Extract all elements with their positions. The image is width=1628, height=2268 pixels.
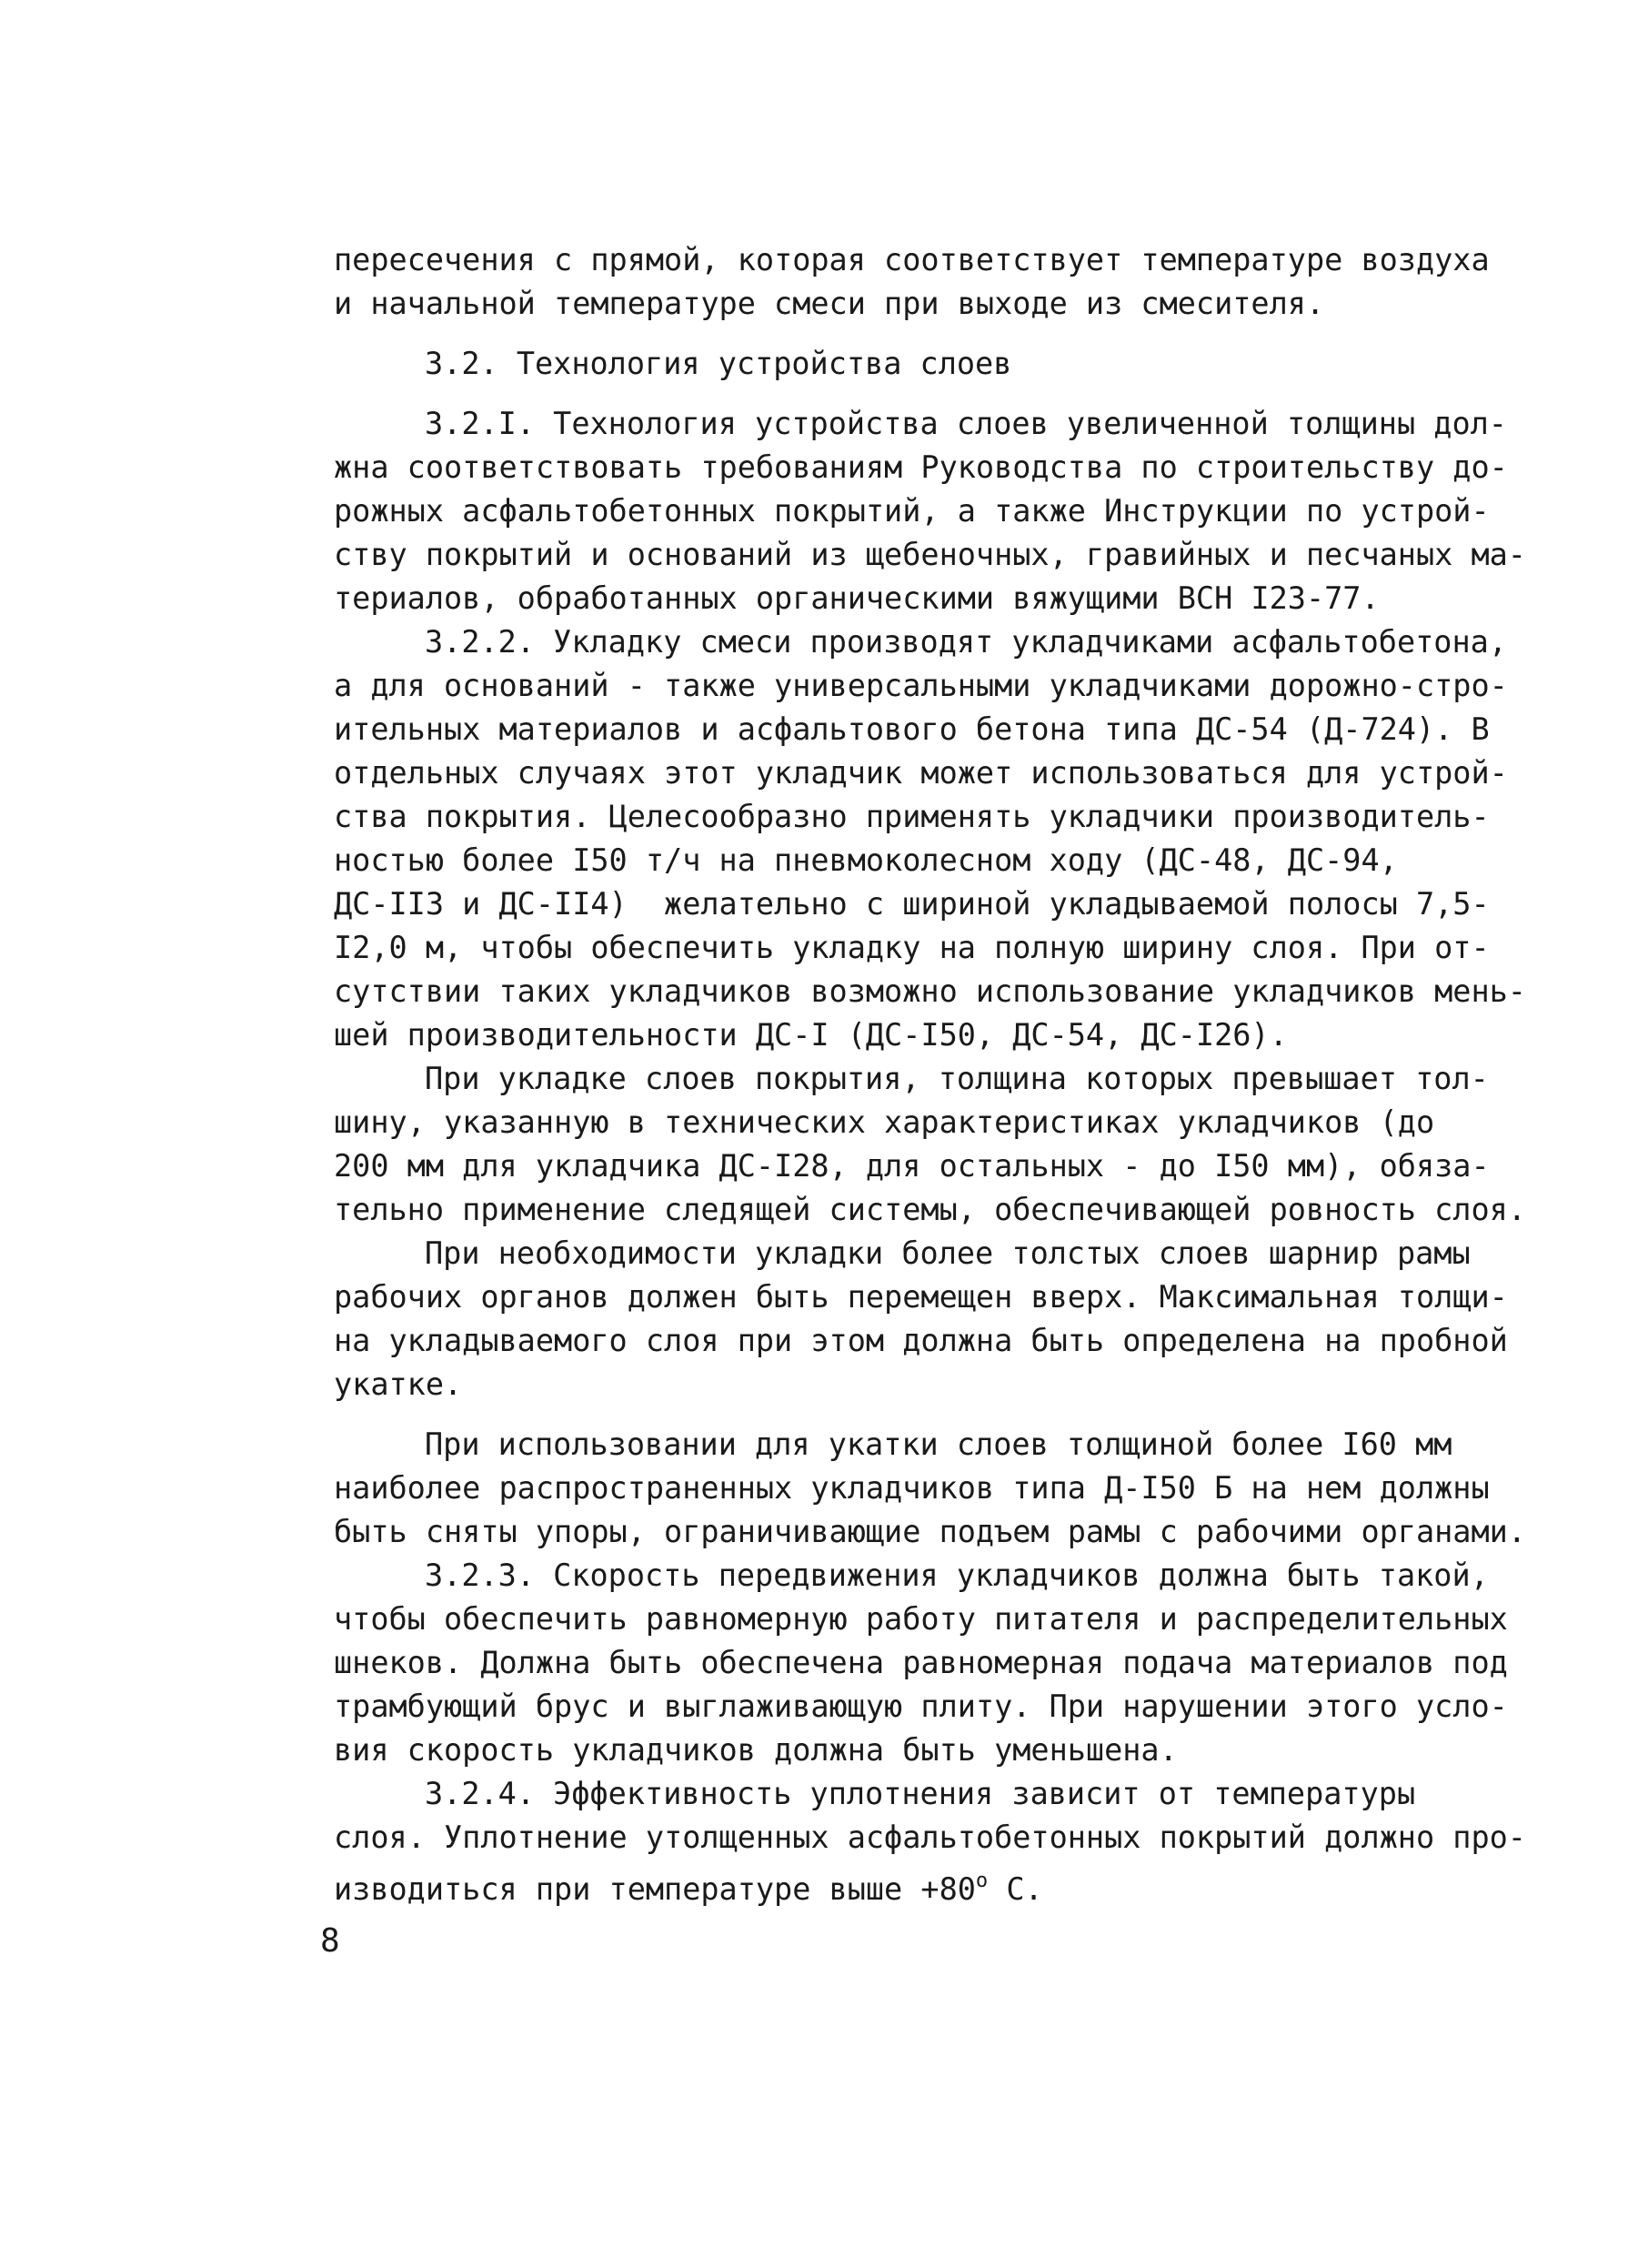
text-line: наиболее распространенных укладчиков типа Д-I50 Б на нем должны: [334, 1470, 1490, 1506]
text-line: При использовании для укатки слоев толщиной более I60 мм: [425, 1426, 1452, 1462]
text-line: 3.2.4. Эффективность уплотнения зависит от температуры: [425, 1776, 1416, 1811]
text-line: отдельных случаях этот укладчик может использоваться для устрой-: [334, 755, 1508, 791]
text-line: а для оснований - также универсальными укладчиками дорожно-стро-: [334, 668, 1508, 703]
text-line: При необходимости укладки более толстых слоев шарнир рамы: [425, 1235, 1471, 1271]
text-line: 3.2.3. Скорость передвижения укладчиков должна быть такой,: [425, 1557, 1489, 1593]
text-line: и начальной температуре смеси при выходе из смесителя.: [334, 286, 1325, 321]
text-line: трамбующий брус и выглаживающую плиту. При нарушении этого усло-: [334, 1688, 1508, 1724]
text-line: чтобы обеспечить равномерную работу питателя и распределительных: [334, 1601, 1508, 1637]
text-line: При укладке слоев покрытия, толщина которых превышает тол-: [425, 1061, 1489, 1096]
text-line: [334, 1860, 1484, 1907]
text-line: на укладываемого слоя при этом должна быть определена на пробной: [334, 1323, 1508, 1358]
text-line: 3.2.I. Технология устройства слоев увеличенной толщины дол-: [425, 406, 1507, 441]
text-line: сутствии таких укладчиков возможно использование укладчиков мень-: [334, 973, 1526, 1009]
text-line-main: изводиться при температуре выше +80: [334, 1871, 976, 1907]
text-line: ства покрытия. Целесообразно применять укладчики производитель-: [334, 799, 1490, 834]
body-text: [334, 238, 1526, 1907]
text-line: укатке.: [334, 1366, 463, 1402]
text-line: шину, указанную в технических характеристиках укладчиков (до: [334, 1104, 1435, 1140]
text-line: слоя. Уплотнение утолщенных асфальтобетонных покрытий должно про-: [334, 1819, 1526, 1855]
section-heading: 3.2. Технология устройства слоев: [425, 346, 1012, 381]
text-line: вия скорость укладчиков должна быть уменьшена.: [334, 1732, 1178, 1768]
text-line: жна соответствовать требованиям Руководства по строительству до-: [334, 449, 1508, 485]
text-line: 3.2.2. Укладку смеси производят укладчиками асфальтобетона,: [425, 624, 1507, 660]
text-line: шей производительности ДС-I (ДС-I50, ДС-54, ДС-I26).: [334, 1017, 1288, 1053]
text-line: 200 мм для укладчика ДС-I28, для остальных - до I50 мм), обяза-: [334, 1148, 1490, 1184]
text-line: ностью более I50 т/ч на пневмоколесном ходу (ДС-48, ДС-94,: [334, 842, 1398, 878]
degree-superscript: o: [975, 1870, 989, 1892]
text-line: рожных асфальтобетонных покрытий, а также Инструкции по устрой-: [334, 493, 1490, 529]
page-number: 8: [320, 1922, 340, 1960]
text-line: пересечения с прямой, которая соответствует температуре воздуха: [334, 242, 1490, 277]
text-line: ительных материалов и асфальтового бетона типа ДС-54 (Д-724). В: [334, 711, 1490, 747]
text-line: тельно применение следящей системы, обеспечивающей ровность слоя.: [334, 1192, 1526, 1227]
text-line-end: С.: [988, 1871, 1043, 1907]
text-line: быть сняты упоры, ограничивающие подъем рамы с рабочими органами.: [334, 1514, 1526, 1549]
text-line: I2,0 м, чтобы обеспечить укладку на полную ширину слоя. При от-: [334, 930, 1490, 965]
text-line: териалов, обработанных органическими вяжущими ВСН I23-77.: [334, 580, 1380, 616]
text-line: ДС-II3 и ДС-II4) желательно с шириной укладываемой полосы 7,5-: [334, 886, 1490, 922]
text-line: ству покрытий и оснований из щебеночных, гравийных и песчаных ма-: [334, 537, 1526, 572]
text-line: рабочих органов должен быть перемещен вверх. Максимальная толщи-: [334, 1279, 1508, 1315]
text-line: шнеков. Должна быть обеспечена равномерная подача материалов под: [334, 1645, 1508, 1680]
